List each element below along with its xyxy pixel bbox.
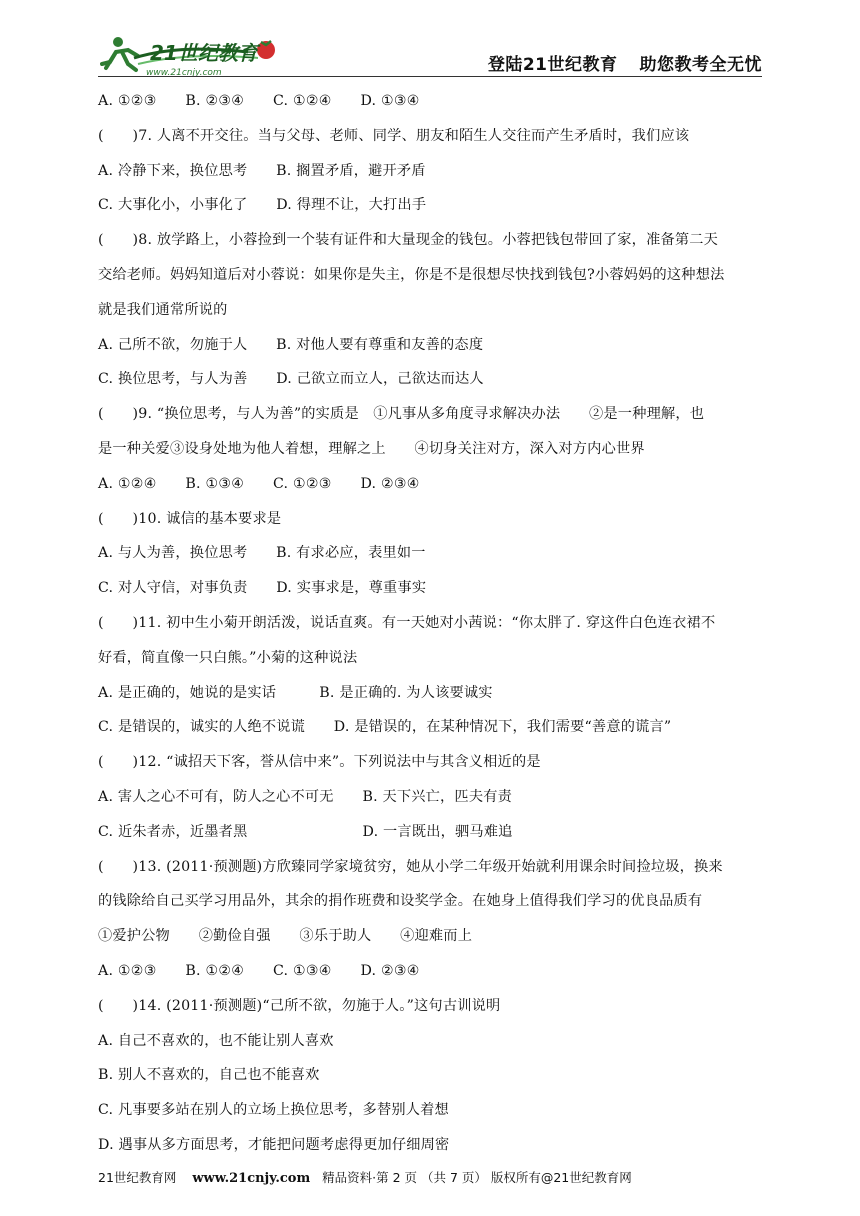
question-12: ( )12. “诚招天下客，誉从信中来”。下列说法中与其含义相近的是 — [98, 754, 541, 771]
logo-graphic — [98, 30, 288, 80]
svg-text:21世纪教育: 21世纪教育 — [150, 41, 258, 65]
text-line: 就是我们通常所说的 — [98, 301, 228, 318]
text-line: A. 冷静下来，换位思考 B. 搁置矛盾，避开矛盾 — [98, 162, 426, 179]
question-7: ( )7. 人离不开交往。当与父母、老师、同学、朋友和陌生人交往而产生矛盾时，我们应该 — [98, 127, 690, 144]
slogan-right: 助您教考全无忧 — [639, 55, 762, 75]
text-line: C. 凡事要多站在别人的立场上换位思考，多替别人着想 — [98, 1102, 449, 1119]
question-content — [98, 84, 764, 1163]
page-header — [98, 24, 762, 76]
question-14: ( )14. (2011·预测题)“己所不欲，勿施于人。”这句古训说明 — [98, 997, 501, 1014]
text-line: C. 换位思考，与人为善 D. 己欲立而立人，己欲达而达人 — [98, 371, 484, 388]
question-13: ( )13. (2011·预测题)方欣臻同学家境贫穷，她从小学二年级开始就利用课余时间捡垃圾，换来 — [98, 858, 723, 875]
footer-url[interactable]: www.21cnjy.com — [192, 1171, 311, 1186]
text-line: 是一种关爱③设身处地为他人着想，理解之上 ④切身关注对方，深入对方内心世界 — [98, 440, 645, 457]
footer-site: 21世纪教育网 — [98, 1170, 177, 1185]
question-8: ( )8. 放学路上，小蓉捡到一个装有证件和大量现金的钱包。小蓉把钱包带回了家，准备第二天 — [98, 232, 719, 249]
question-9: ( )9. “换位思考，与人为善”的实质是 ①凡事从多角度寻求解决办法 ②是一种理解，也 — [98, 406, 705, 423]
page-footer — [98, 1168, 632, 1186]
text-line: C. 大事化小，小事化了 D. 得理不让，大打出手 — [98, 197, 427, 214]
text-line: D. 遇事从多方面思考，才能把问题考虑得更加仔细周密 — [98, 1136, 450, 1153]
header-divider — [98, 76, 762, 77]
text-line: 好看，简直像一只白熊。”小菊的这种说法 — [98, 649, 358, 666]
text-line: C. 近朱者赤，近墨者黑 D. 一言既出，驷马难追 — [98, 823, 513, 840]
text-line: A. 是正确的，她说的是实话 B. 是正确的. 为人该要诚实 — [98, 684, 493, 701]
text-line: A. 自己不喜欢的，也不能让别人喜欢 — [98, 1032, 334, 1049]
text-line: A. ①②③ B. ①②④ C. ①③④ D. ②③④ — [98, 962, 420, 979]
svg-text:www.21cnjy.com: www.21cnjy.com — [146, 68, 222, 78]
footer-info: 精品资料·第 2 页 （共 7 页） 版权所有@21世纪教育网 — [322, 1170, 632, 1185]
text-line: C. 是错误的，诚实的人绝不说谎 D. 是错误的，在某种情况下，我们需要“善意的谎言” — [98, 719, 672, 736]
text-line: A. ①②③ B. ②③④ C. ①②④ D. ①③④ — [98, 93, 420, 109]
question-11: ( )11. 初中生小菊开朗活泼，说话直爽。有一天她对小茜说：“你太胖了. 穿这件白色连衣裙不 — [98, 614, 716, 631]
site-logo[interactable] — [98, 30, 288, 80]
text-line: 的钱除给自己买学习用品外，其余的捐作班费和设奖学金。在她身上值得我们学习的优良品质有 — [98, 893, 703, 910]
text-line: A. 己所不欲，勿施于人 B. 对他人要有尊重和友善的态度 — [98, 336, 484, 353]
text-line: 交给老师。妈妈知道后对小蓉说：如果你是失主，你是不是很想尽快找到钱包?小蓉妈妈的这种想法 — [98, 266, 725, 283]
text-line: ①爱护公物 ②勤俭自强 ③乐于助人 ④迎难而上 — [98, 928, 473, 945]
text-line: C. 对人守信，对事负责 D. 实事求是，尊重事实 — [98, 580, 427, 597]
header-slogan — [488, 50, 762, 75]
text-line: A. 与人为善，换位思考 B. 有求必应，表里如一 — [98, 545, 426, 562]
question-10: ( )10. 诚信的基本要求是 — [98, 510, 282, 527]
slogan-left: 登陆21世纪教育 — [487, 55, 618, 75]
text-line: B. 别人不喜欢的，自己也不能喜欢 — [98, 1067, 320, 1084]
text-line: A. 害人之心不可有，防人之心不可无 B. 天下兴亡，匹夫有责 — [98, 788, 512, 805]
text-line: A. ①②④ B. ①③④ C. ①②③ D. ②③④ — [98, 475, 420, 492]
